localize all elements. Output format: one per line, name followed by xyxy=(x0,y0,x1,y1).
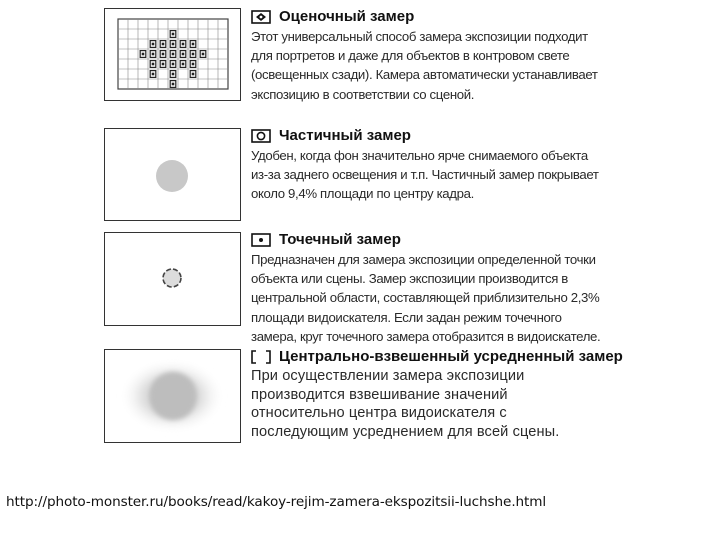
metering-zone-dot xyxy=(192,53,195,56)
section-title: Точечный замер xyxy=(279,231,401,248)
desc-line: экспозицию в соответствии со сценой. xyxy=(251,86,475,102)
section-evaluative xyxy=(251,8,641,104)
desc-line: Предназначен для замера экспозиции определенной точки xyxy=(251,252,596,267)
metering-zone-dot xyxy=(152,73,155,76)
spot-metering-icon xyxy=(251,233,271,247)
metering-zone-dot xyxy=(152,63,155,66)
section-title: Частичный замер xyxy=(279,127,411,144)
center-weighted-metering-icon xyxy=(251,350,271,364)
metering-zone-dot xyxy=(162,43,165,46)
evaluative-grid xyxy=(105,9,239,99)
desc-line: Удобен, когда фон значительно ярче снимаемого объекта xyxy=(251,148,588,163)
desc-line: объекта или сцены. Замер экспозиции производится в xyxy=(251,271,568,287)
metering-zone-dot xyxy=(182,63,185,66)
section-spot xyxy=(251,231,641,346)
desc-line: При осуществлении замера экспозиции xyxy=(251,368,525,384)
metering-zone-dot xyxy=(192,63,195,66)
desc-line: центральной области, составляющей приблизительно 2,3% xyxy=(251,290,600,306)
metering-zone-dot xyxy=(192,73,195,76)
section-title: Центрально-взвешенный усредненный замер xyxy=(279,348,623,365)
evaluative-metering-icon xyxy=(251,10,271,24)
metering-zone-dot xyxy=(152,43,155,46)
metering-zone-dot xyxy=(142,53,145,56)
desc-line: площади видоискателя. Если задан режим точечного xyxy=(251,309,562,325)
partial-metering-icon xyxy=(251,129,271,143)
metering-zone-dot xyxy=(172,73,175,76)
partial-metering-area xyxy=(156,160,188,192)
metering-zone-dot xyxy=(172,43,175,46)
desc-line: производится взвешивание значений xyxy=(251,386,508,403)
metering-zone-dot xyxy=(152,53,155,56)
desc-line: замера, круг точечного замера отобразится в видоискателе. xyxy=(251,328,601,344)
desc-line: Этот универсальный способ замера экспозиции подходит xyxy=(251,29,588,44)
center-weighted-area xyxy=(149,372,197,420)
metering-zone-dot xyxy=(172,33,175,36)
metering-zone-dot xyxy=(172,63,175,66)
desc-line: относительно центра видоискателя с xyxy=(251,405,507,421)
desc-line: (освещенных сзади). Камера автоматически устанавливает xyxy=(251,67,598,83)
spot-metering-diagram xyxy=(104,232,241,326)
section-center-weighted xyxy=(251,348,641,441)
center-weighted-metering-diagram xyxy=(104,349,241,443)
section-partial xyxy=(251,127,641,204)
desc-line: из-за заднего освещения и т.п. Частичный замер покрывает xyxy=(251,167,599,183)
desc-line: около 9,4% площади по центру кадра. xyxy=(251,186,474,202)
partial-metering-diagram xyxy=(104,128,241,221)
metering-zone-dot xyxy=(182,43,185,46)
desc-line: для портретов и даже для объектов в контровом свете xyxy=(251,48,570,64)
metering-zone-dot xyxy=(172,53,175,56)
source-url: http://photo-monster.ru/books/read/kakoy-rejim-zamera-ekspozitsii-luchshe.html xyxy=(6,494,547,510)
evaluative-metering-diagram xyxy=(104,8,241,101)
metering-zone-dot xyxy=(202,53,205,56)
section-title: Оценочный замер xyxy=(279,8,415,25)
metering-zone-dot xyxy=(182,53,185,56)
metering-zone-dot xyxy=(162,53,165,56)
metering-zone-dot xyxy=(192,43,195,46)
metering-zone-dot xyxy=(172,83,175,86)
metering-zone-dot xyxy=(162,63,165,66)
spot-metering-area xyxy=(163,269,181,287)
desc-line: последующим усреднением для всей сцены. xyxy=(251,423,560,440)
